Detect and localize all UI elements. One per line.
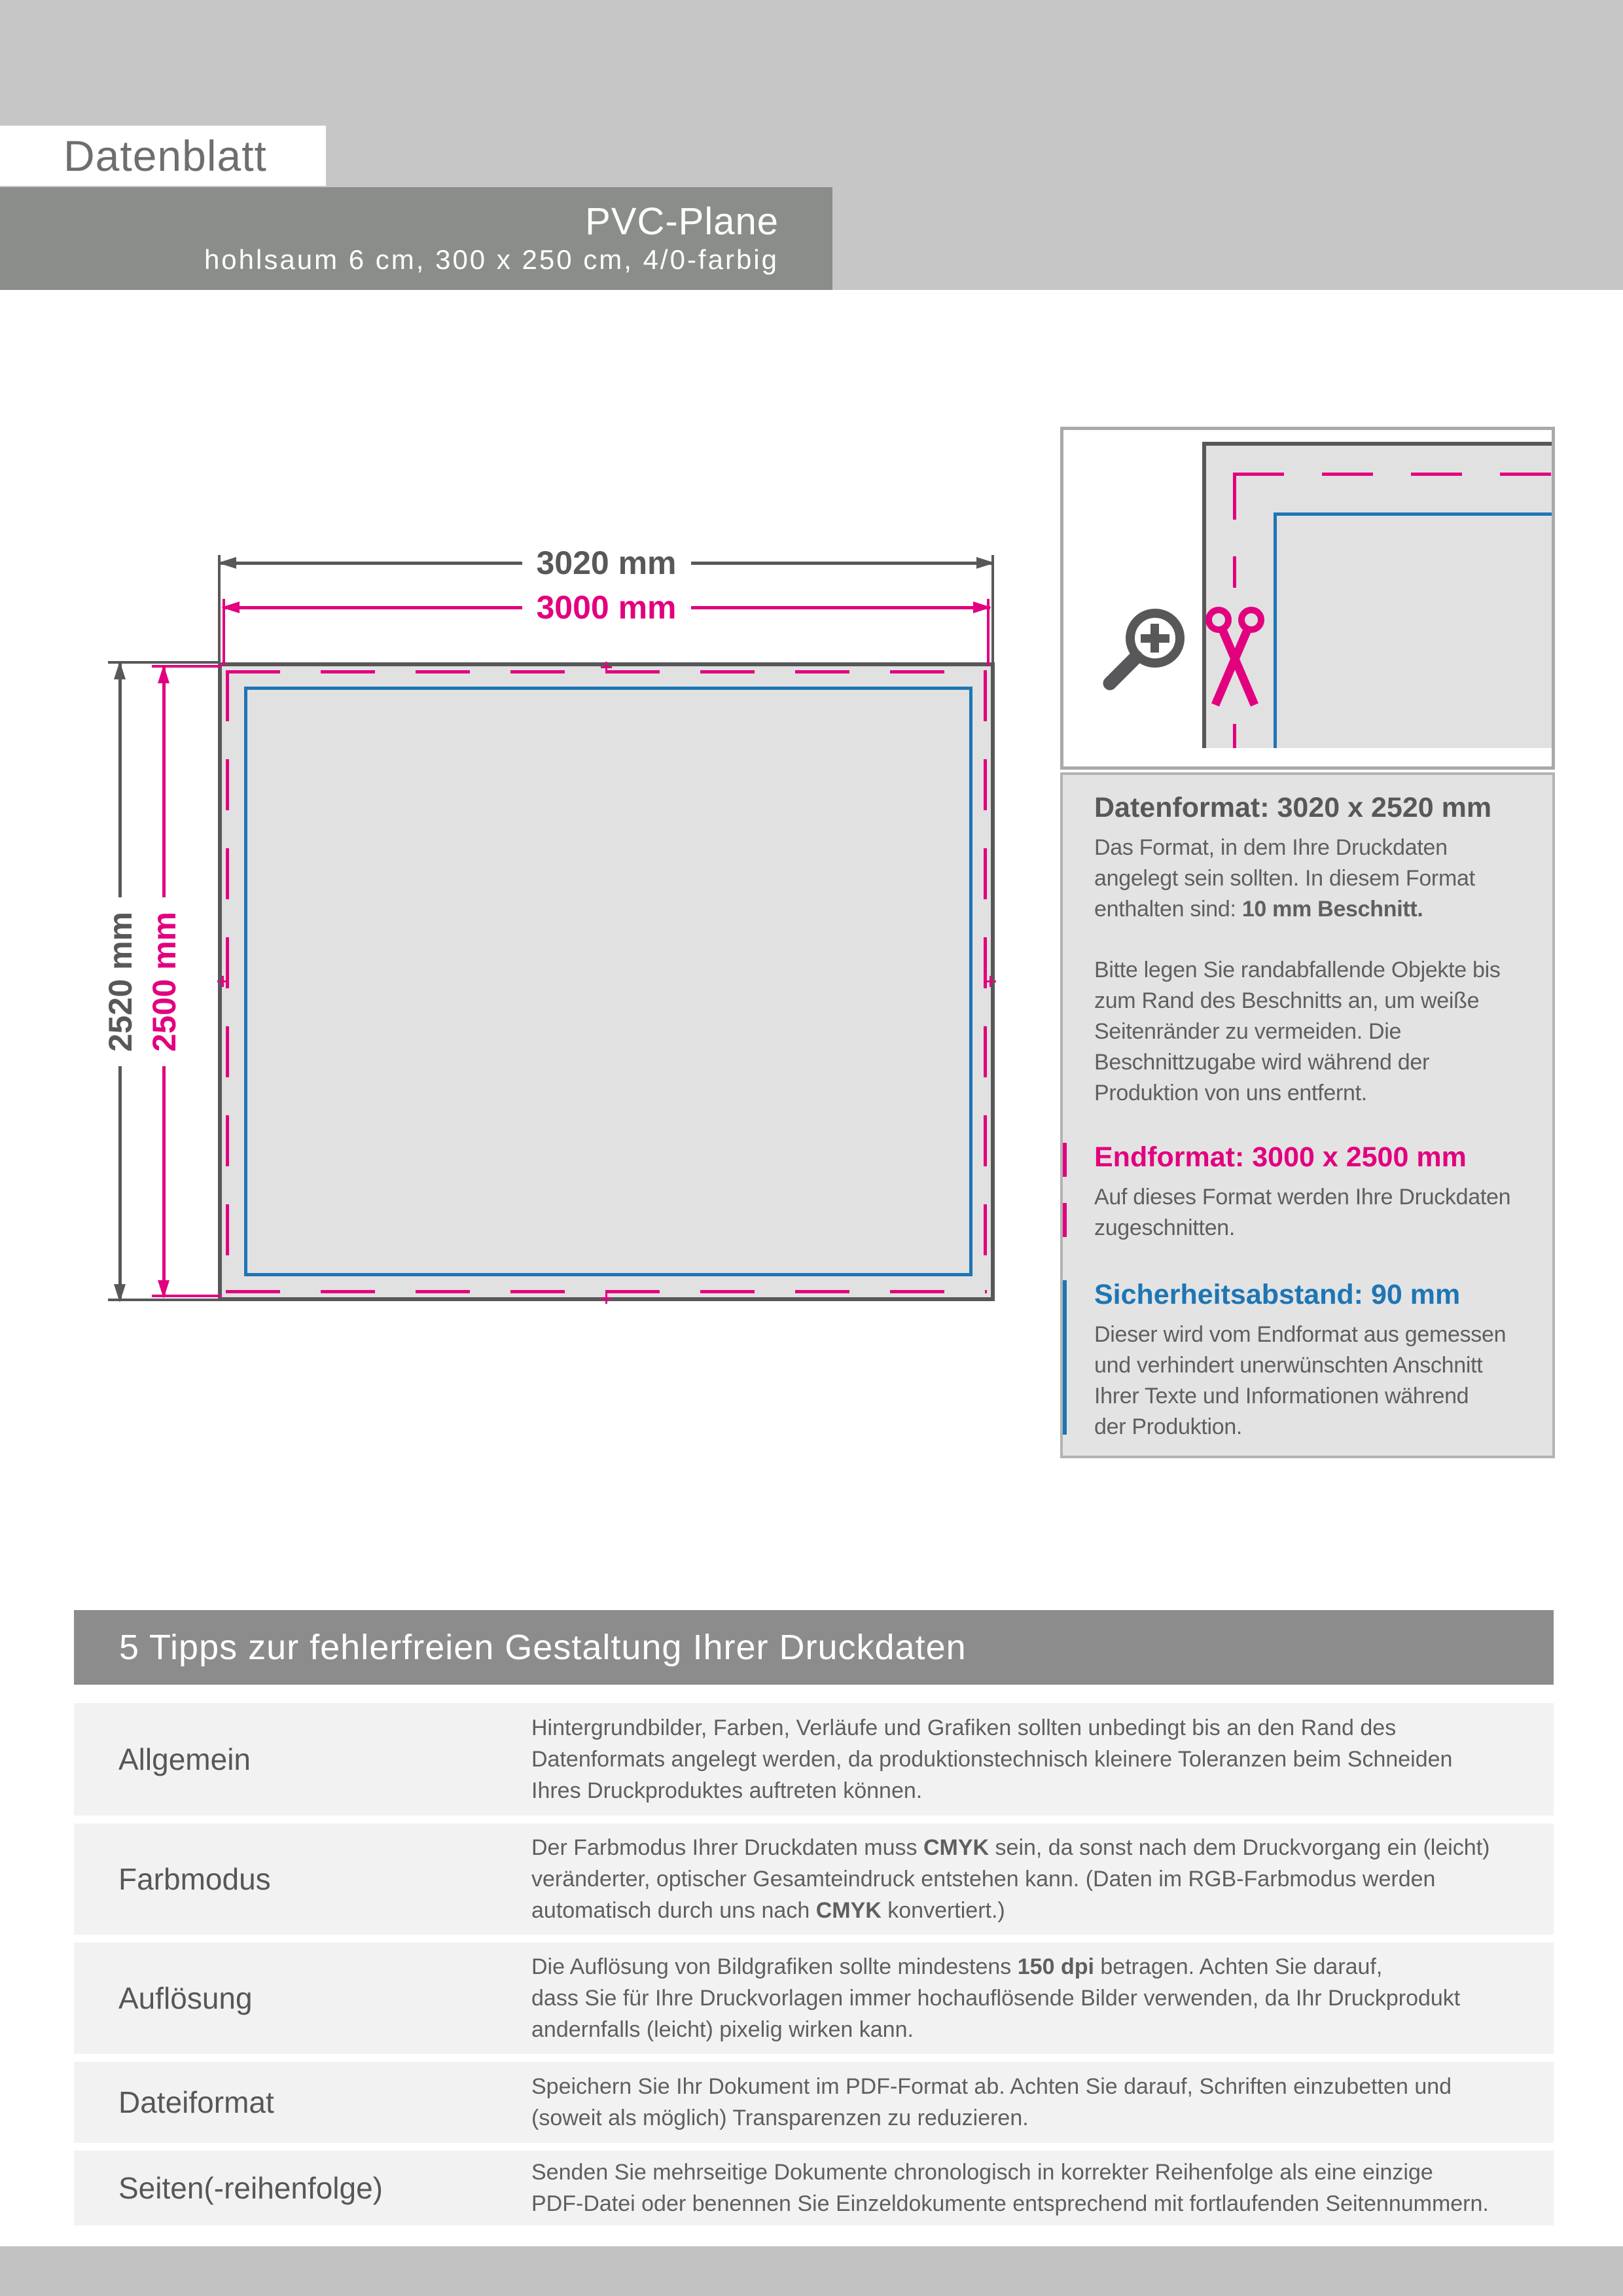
- dim-width-inner-label: 3000 mm: [522, 588, 690, 626]
- tip-text: Speichern Sie Ihr Dokument im PDF-Format ab. Achten Sie darauf, Schriften einzubetten und (soweit als möglich) Transparenzen zu reduzieren.: [531, 2074, 1452, 2130]
- ext-line: [218, 555, 221, 662]
- tips-header-bar: [74, 1610, 1554, 1685]
- tip-text: Der Farbmodus Ihrer Druckdaten muss CMYK sein, da sonst nach dem Druckvorgang ein (leicht) veränderter, optischer Gesamteindruck entstehen kann. (Daten im RGB-Farbmodus werden automatisch durch uns nach CMYK konvertiert.): [531, 1835, 1490, 1923]
- endformat-side-bar: [1063, 1143, 1067, 1241]
- bleed-note-text: Bitte legen Sie randabfallende Objekte bis zum Rand des Beschnitts an, um weiße Seitenränder zu vermeiden. Die Beschnittzugabe wird während der Produktion von uns entfernt.: [1094, 958, 1501, 1105]
- product-title-bar: [0, 187, 832, 290]
- section-sicherheitsabstand: [1094, 1278, 1534, 1443]
- arrowhead-right-icon: [973, 601, 991, 613]
- tip-label: Auflösung: [118, 1981, 253, 2015]
- tips-row-seitenreihenfolge: [74, 2151, 1554, 2225]
- tips-row-allgemein: [74, 1703, 1554, 1816]
- tips-row-farbmodus: [74, 1823, 1554, 1935]
- tip-text: Die Auflösung von Bildgrafiken sollte mindestens 150 dpi betragen. Achten Sie darauf, dass Sie für Ihre Druckvorlagen immer hochauflösende Bilder verwenden, da Ihr Druckprodukt andernfalls (leicht) pixelig wirken kann.: [531, 1954, 1461, 2042]
- dim-height-outer-label: 2520 mm: [101, 897, 139, 1066]
- cutline-mark-left: [217, 976, 228, 987]
- doc-label: Datenblatt: [63, 132, 267, 180]
- zoom-cutline-h: [1233, 473, 1552, 476]
- section-datenformat: [1094, 791, 1534, 1109]
- sicherheitsabstand-text: Dieser wird vom Endformat aus gemessen und verhindert unerwünschten Anschnitt Ihrer Texte und Informationen während der Produktion.: [1094, 1322, 1507, 1439]
- datenformat-text: Das Format, in dem Ihre Druckdaten angelegt sein sollten. In diesem Format enthalten sind: 10 mm Beschnitt.: [1094, 835, 1475, 922]
- zoom-dataformat-edge-h: [1202, 442, 1552, 446]
- tip-label: Allgemein: [118, 1742, 251, 1776]
- tip-text: Senden Sie mehrseitige Dokumente chronologisch in korrekter Reihenfolge als eine einzige PDF-Datei oder benennen Sie Einzeldokumente entsprechend mit fortlaufenden Seitennummern.: [531, 2160, 1489, 2216]
- sicherheitsabstand-rect: [244, 687, 972, 1276]
- tips-row-aufloesung: [74, 1943, 1554, 2054]
- arrowhead-up-icon: [114, 661, 126, 679]
- dim-height-outer: [101, 662, 139, 1301]
- sicherheitsabstand-heading: Sicherheitsabstand: 90 mm: [1094, 1279, 1461, 1310]
- arrowhead-down-icon: [158, 1280, 169, 1299]
- zoom-safety-edge-v: [1274, 512, 1277, 748]
- cutline-mark-right: [985, 976, 996, 987]
- datenformat-heading: Datenformat: 3020 x 2520 mm: [1094, 792, 1492, 823]
- zoom-safety-edge-h: [1274, 512, 1552, 516]
- dim-height-inner-label: 2500 mm: [145, 897, 183, 1066]
- tip-label: Seiten(-reihenfolge): [118, 2171, 383, 2205]
- arrowhead-left-icon: [218, 557, 236, 569]
- dim-width-outer-label: 3020 mm: [522, 543, 690, 581]
- tips-title: 5 Tipps zur fehlerfreien Gestaltung Ihrer Druckdaten: [119, 1628, 967, 1667]
- dim-width-outer: [219, 544, 993, 581]
- footer-band: [0, 2246, 1623, 2296]
- arrowhead-right-icon: [976, 557, 995, 569]
- tip-label: Dateiformat: [118, 2085, 274, 2119]
- scissors-icon: [1202, 603, 1268, 710]
- doc-label-box: [0, 126, 326, 186]
- zoom-plus-icon: [1094, 601, 1192, 699]
- tip-text: Hintergrundbilder, Farben, Verläufe und Grafiken sollten unbedingt bis an den Rand des Datenformats angelegt werden, da produktionstechnisch kleinere Toleranzen beim Schneiden Ihres Druckproduktes auftreten können.: [531, 1715, 1453, 1803]
- tip-label: Farbmodus: [118, 1862, 271, 1896]
- info-panel: [1060, 772, 1555, 1458]
- sicherheitsabstand-side-bar: [1063, 1280, 1067, 1435]
- endformat-text: Auf dieses Format werden Ihre Druckdaten zugeschnitten.: [1094, 1185, 1511, 1240]
- tips-row-dateiformat: [74, 2062, 1554, 2143]
- cutline-mark-bottom: [601, 1293, 612, 1304]
- arrowhead-down-icon: [114, 1284, 126, 1302]
- arrowhead-up-icon: [158, 665, 169, 683]
- section-endformat: [1094, 1140, 1534, 1244]
- product-title: PVC-Plane: [585, 200, 779, 243]
- dim-width-inner: [223, 588, 990, 626]
- arrowhead-left-icon: [221, 601, 240, 613]
- dim-height-inner: [145, 666, 183, 1297]
- product-subtitle: hohlsaum 6 cm, 300 x 250 cm, 4/0-farbig: [204, 243, 779, 275]
- ext-line: [991, 555, 994, 662]
- endformat-heading: Endformat: 3000 x 2500 mm: [1094, 1141, 1467, 1173]
- cutline-mark-top: [601, 662, 612, 673]
